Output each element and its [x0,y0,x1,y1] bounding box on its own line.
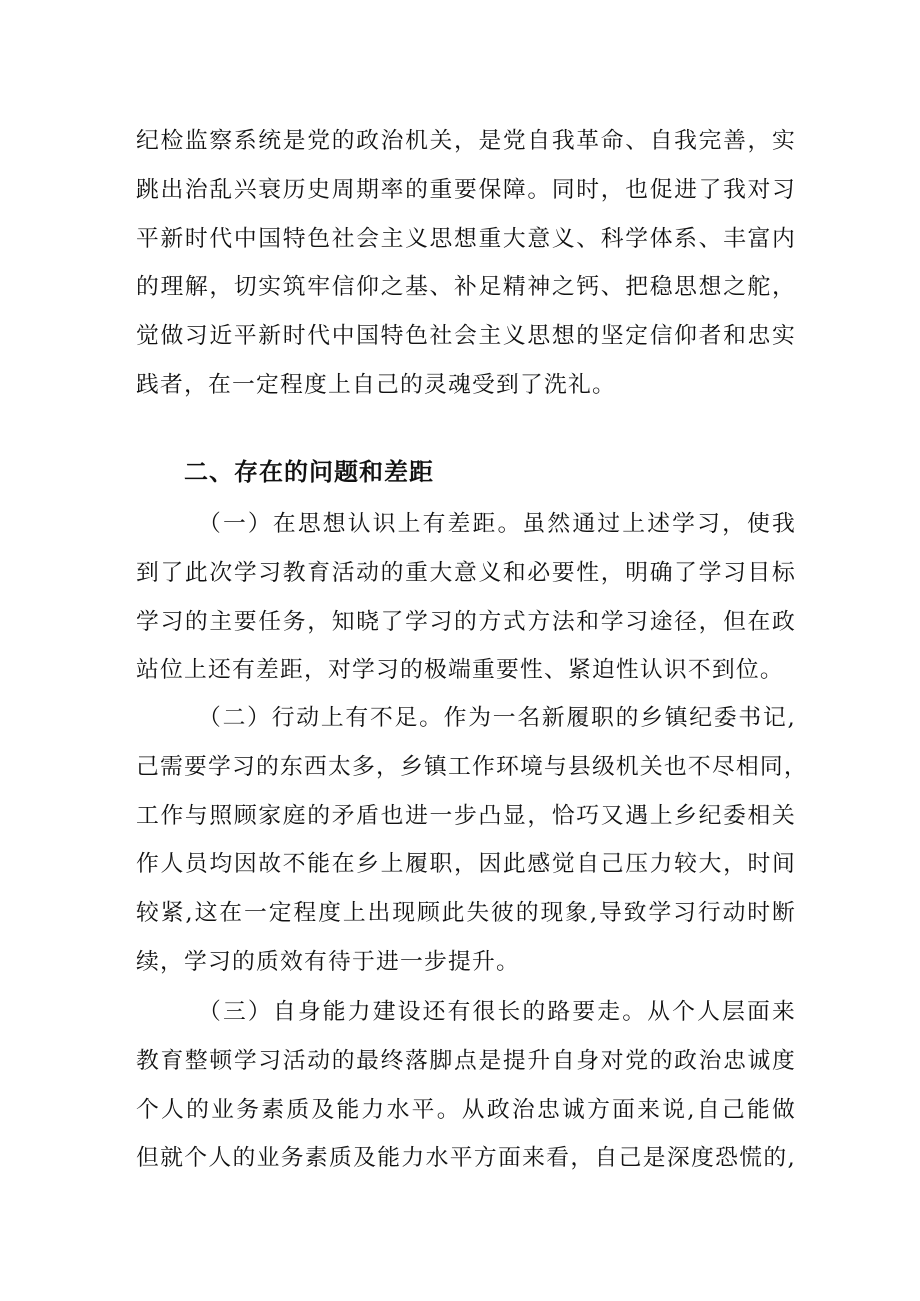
paragraph-line: 续，学习的质效有待于进一步提升。 [136,948,520,975]
intro-line: 觉做习近平新时代中国特色社会主义思想的坚定信仰者和忠实 [136,323,796,350]
paragraph-line: （二）行动上有不足。作为一名新履职的乡镇纪委书记, [198,705,796,731]
intro-line: 践者，在一定程度上自己的灵魂受到了洗礼。 [136,371,616,398]
paragraph-thinking-gap [136,500,796,695]
paragraph-line: （一）在思想认识上有差距。虽然通过上述学习，使我 [198,511,796,537]
section-heading: 二、存在的问题和差距 [184,458,434,486]
paragraph-line: 但就个人的业务素质及能力水平方面来看，自己是深度恐慌的, [136,1145,796,1172]
intro-line: 平新时代中国特色社会主义思想重大意义、科学体系、丰富内 [136,225,796,252]
paragraph-line: 个人的业务素质及能力水平。从政治忠诚方面来说,自己能做 [136,1096,796,1123]
paragraph-line: 到了此次学习教育活动的重大意义和必要性，明确了学习目标 [136,559,796,586]
paragraph-line: 学习的主要任务，知晓了学习的方式方法和学习途径，但在政 [136,608,796,635]
paragraph-action-gap [136,694,808,987]
intro-line: 纪检监察系统是党的政治机关，是党自我革命、自我完善，实 [136,128,796,154]
paragraph-line: 站位上还有差距，对学习的极端重要性、紧迫性认识不到位。 [136,657,784,684]
intro-line: 跳出治乱兴衰历史周期率的重要保障。同时，也促进了我对习 [136,176,796,203]
paragraph-line: 教育整顿学习活动的最终落脚点是提升自身对党的政治忠诚度 [136,1047,796,1074]
intro-paragraph [136,117,796,410]
paragraph-line: （三）自身能力建设还有很长的路要走。从个人层面来 [198,999,796,1025]
intro-line: 的理解，切实筑牢信仰之基、补足精神之钙、把稳思想之舵， [136,274,796,301]
paragraph-line: 工作与照顾家庭的矛盾也进一步凸显，恰巧又遇上乡纪委相关 [136,802,796,829]
paragraph-line: 较紧,这在一定程度上出现顾此失彼的现象,导致学习行动时断 [136,900,796,927]
paragraph-line: 己需要学习的东西太多，乡镇工作环境与县级机关也不尽相同， [136,753,808,780]
paragraph-capability-gap [136,988,796,1183]
paragraph-line: 作人员均因故不能在乡上履职，因此感觉自己压力较大，时间 [136,851,796,878]
